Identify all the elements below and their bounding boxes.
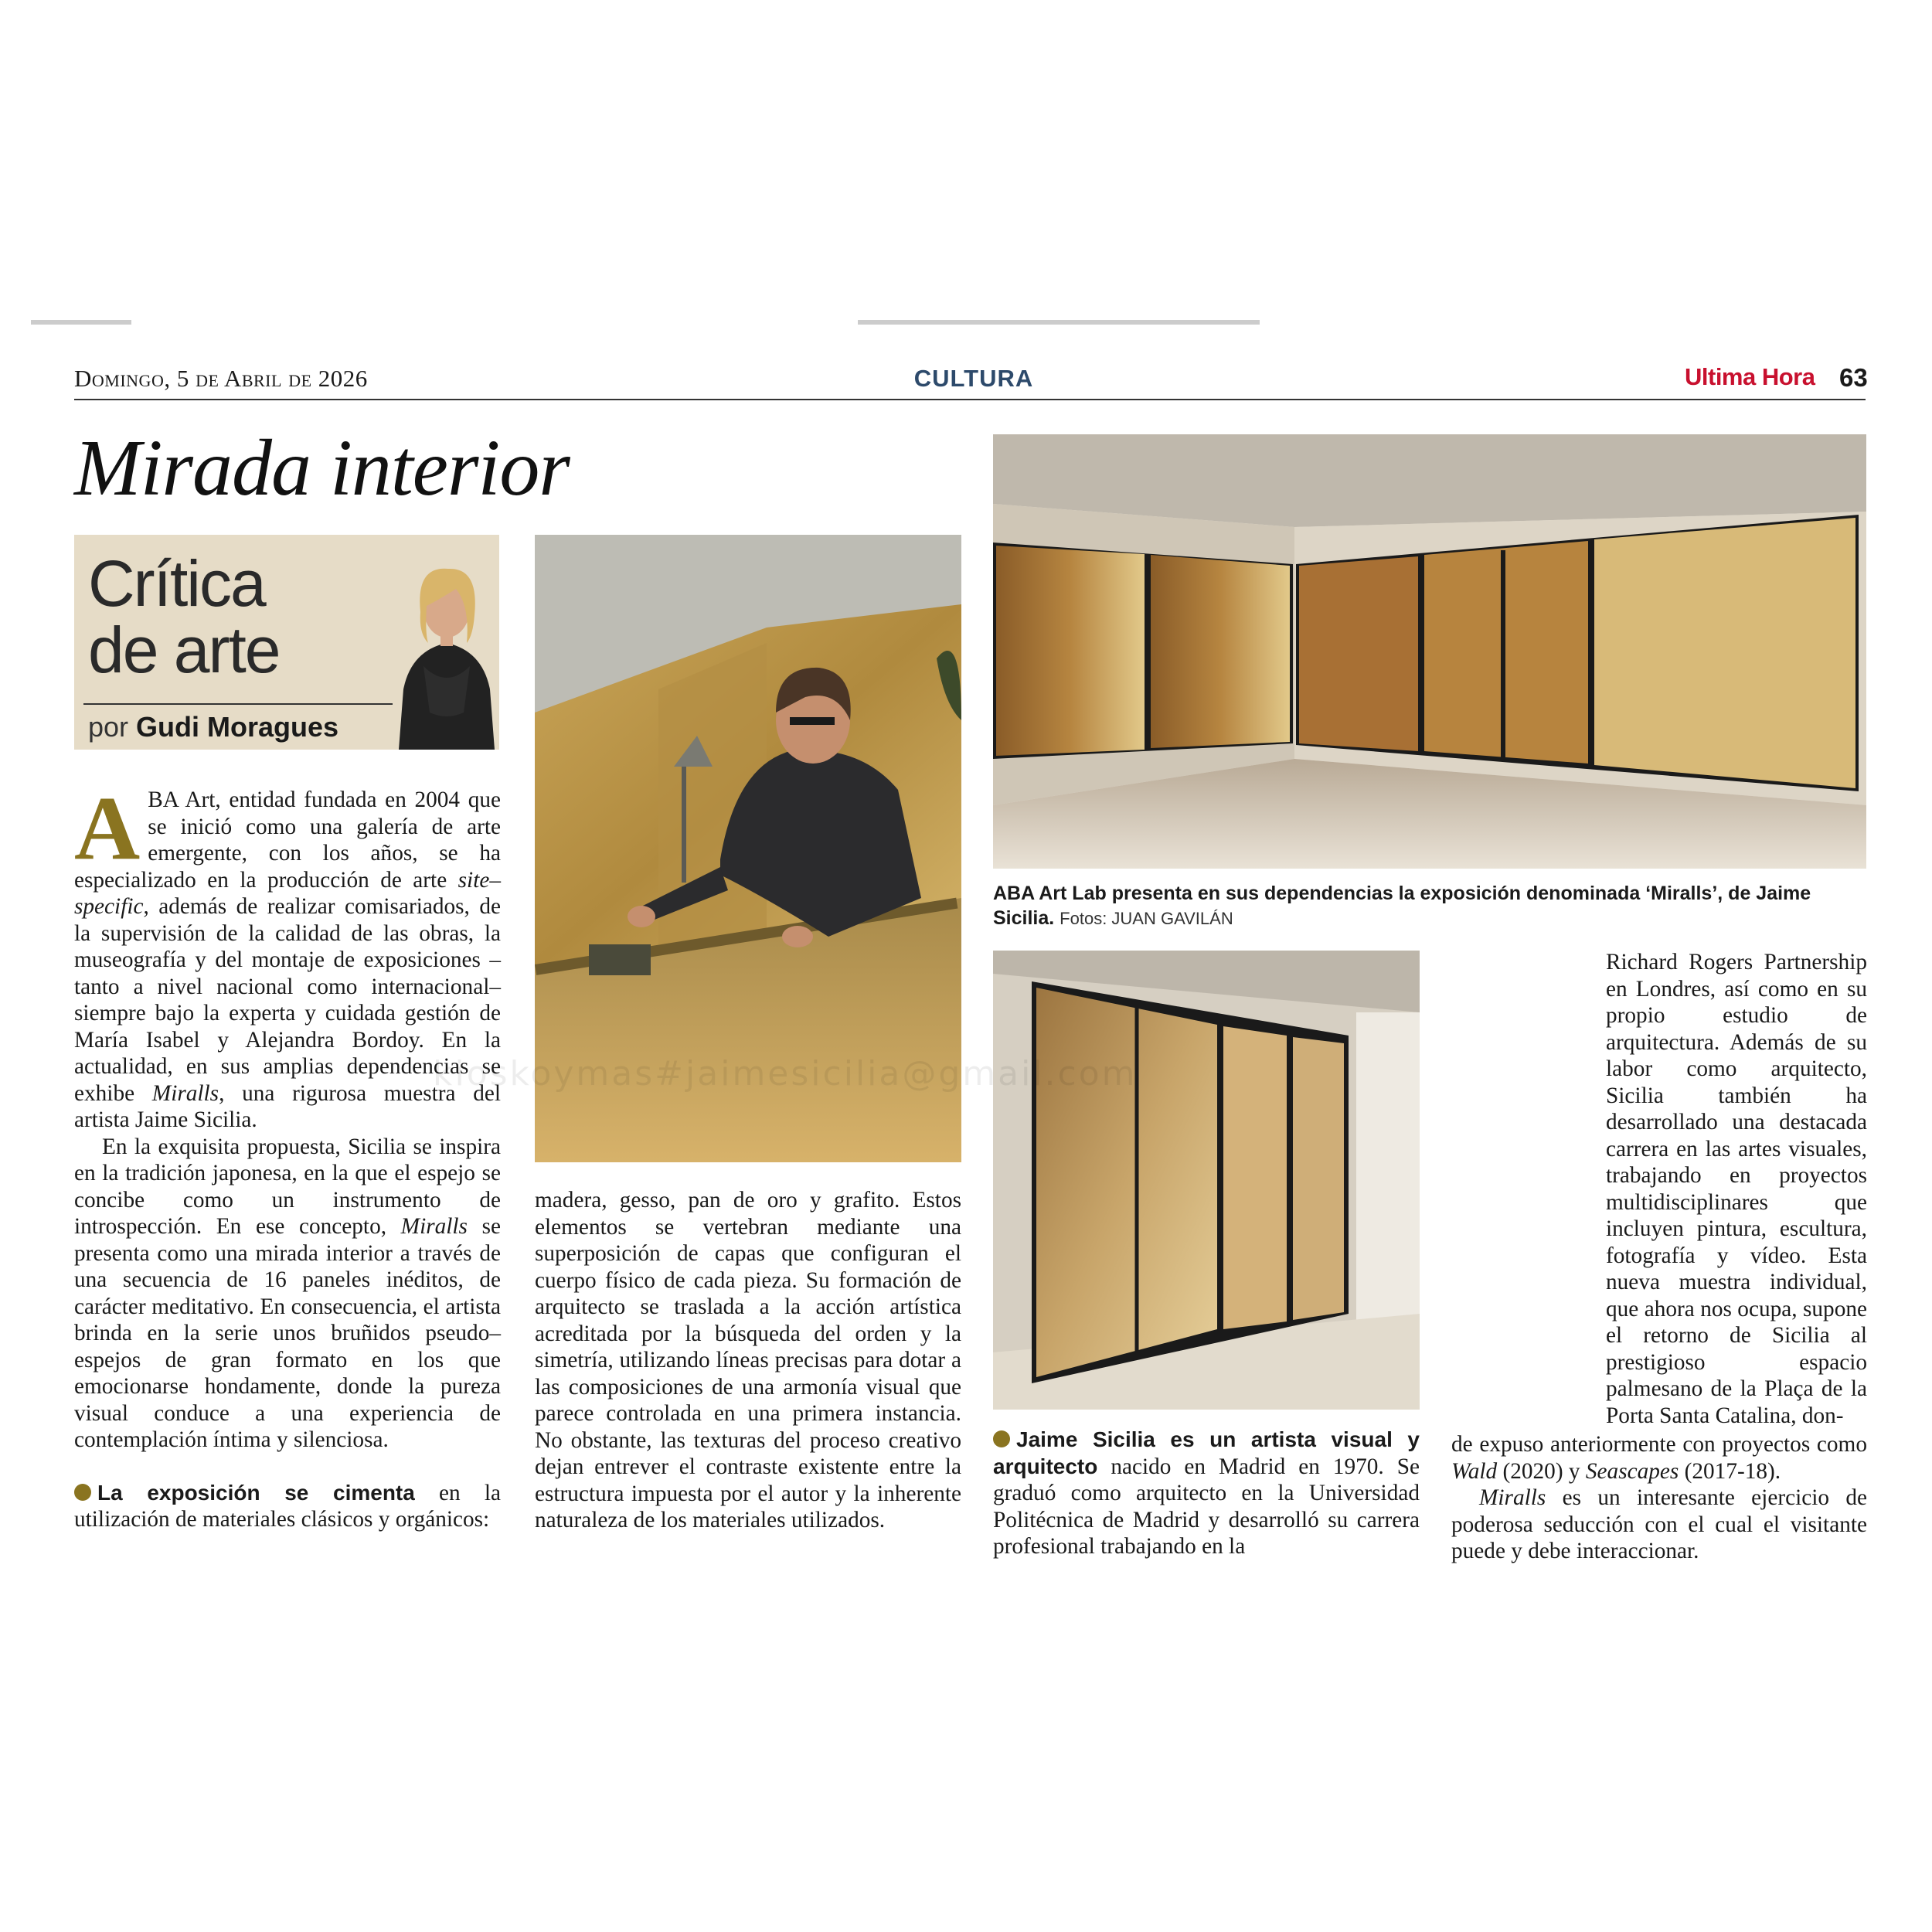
photo-gallery-panels <box>993 951 1420 1410</box>
p3-lead: La exposición se cimenta <box>97 1480 415 1505</box>
article-column-1 <box>74 777 501 1533</box>
byline-por: por <box>88 711 129 743</box>
p1c-text: , una rigurosa muestra del artista Jaime Sicilia. <box>74 1080 501 1132</box>
col4-seascapes: Seascapes <box>1585 1458 1679 1484</box>
header-rule <box>74 399 1866 400</box>
column-4-top-text: Richard Rogers Partnership en Londres, así como en su propio estudio de arquitectura. Además de su labor como arquitecto, Sicilia también ha desarrollado una destacada carrera en las artes visuales, trabajando en proyectos multidisciplinares que incluyen pintura, escultura, fotografía y vídeo. Esta nueva muestra individual, que ahora nos ocupa, supone el retorno de Sicilia al prestigioso espacio palmesano de la Plaça de la Porta Santa Catalina, don- <box>1606 950 1867 1428</box>
photo-caption <box>993 881 1865 931</box>
column-3-text <box>993 1427 1420 1560</box>
p2b-text: se presenta como una mirada interior a través de una secuencia de 16 paneles inéditos, de carácter meditativo. En consecuencia, el artista brinda en la serie unos bruñidos pseudo– espejos de gran formato en los que emocionarse hondamente, donde la pureza visual conduce a una experiencia de contemplación íntima y silenciosa. <box>74 1214 501 1452</box>
critic-byline <box>88 711 338 743</box>
bullet-icon <box>74 1484 91 1501</box>
author-portrait <box>393 535 499 750</box>
watermark: kioskoymas#jaimesicilia@gmail.com <box>433 1054 1138 1094</box>
critic-label <box>88 547 280 686</box>
column-4-bottom-text <box>1451 1431 1867 1485</box>
issue-date: Domingo, 5 de Abril de 2026 <box>74 365 368 392</box>
photo-credit: Fotos: JUAN GAVILÁN <box>1060 909 1233 928</box>
critic-box <box>74 535 499 750</box>
critic-label-line1: Crítica <box>88 547 265 620</box>
article-column-3 <box>993 1427 1420 1560</box>
p1-text: BA Art, entidad fundada en 2004 que se inició como una galería de arte emergente, con los años, se ha especializado en la producción de arte <box>74 787 501 893</box>
col4-bottom-a: de expuso anteriormente con proyectos como <box>1451 1432 1867 1457</box>
paragraph-2 <box>74 1134 501 1454</box>
p3-text: en la utilización de materiales clásicos y orgánicos: <box>74 1480 501 1532</box>
article-column-4-top <box>1606 949 1867 1429</box>
author-name: Gudi Moragues <box>136 711 339 743</box>
article-column-2 <box>535 1187 961 1534</box>
p1-italic2: Miralls <box>151 1080 219 1106</box>
column-4-final <box>1451 1485 1867 1565</box>
critic-divider <box>83 703 408 705</box>
page-number: 63 <box>1839 363 1868 392</box>
photo-gallery-corner <box>993 434 1866 869</box>
article-column-4-bottom <box>1451 1431 1867 1565</box>
newspaper-brand: Ultima Hora <box>1685 363 1815 390</box>
caption-text: ABA Art Lab presenta en sus dependencias la exposición denominada ‘Miralls’, de Jaime Sicilia. <box>993 883 1811 929</box>
paragraph-3 <box>74 1480 501 1533</box>
col4-final-text: es un interesante ejercicio de poderosa seducción con el cual el visitante puede y debe interaccionar. <box>1451 1485 1867 1563</box>
p2a-text: En la exquisita propuesta, Sicilia se inspira en la tradición japonesa, en la que el espejo se concibe como un instrumento de introspección. En ese concepto, <box>74 1134 501 1239</box>
dropcap: A <box>74 777 141 879</box>
col4-bottom-c: (2017-18). <box>1679 1458 1781 1484</box>
header-scrap-center <box>858 320 1260 325</box>
p1b-text: , además de realizar comisariados, de la supervisión de la calidad de las obras, la museografía y del montaje de exposiciones –tanto a nivel nacional como internacional– siempre bajo la experta y cuidada gestión de María Isabel y Alejandra Bordoy. En la actualidad, en sus amplias dependencias se exhibe <box>74 894 501 1106</box>
section-name: CULTURA <box>913 365 1034 392</box>
col4-wald: Wald <box>1451 1458 1498 1484</box>
bullet-icon <box>993 1430 1010 1447</box>
header-scrap-left <box>31 320 131 325</box>
critic-label-line2: de arte <box>88 614 280 686</box>
col4-bottom-b: (2020) y <box>1497 1458 1586 1484</box>
col3-body: nacido en Madrid en 1970. Se graduó como arquitecto en la Universidad Politécnica de Madrid y desarrolló su carrera profesional trabajando en la <box>993 1454 1420 1559</box>
column-2-text: madera, gesso, pan de oro y grafito. Estos elementos se vertebran mediante una superposición de capas que configuran el cuerpo físico de cada pieza. Su formación de arquitecto se traslada a la acción artística acreditada por la búsqueda del orden y la simetría, utilizando líneas precisas para dotar a las composiciones de una armonía visual que parece controlada en una primera instancia. No obstante, las texturas del proceso creativo dejan entrever el contraste existente entre la estructura impuesta por el autor y la inherente naturaleza de los materiales utilizados. <box>535 1188 961 1532</box>
article-title: Mirada interior <box>74 423 570 512</box>
col4-final-italic: Miralls <box>1479 1485 1546 1510</box>
p1-italic: site–specific <box>74 867 501 919</box>
col3-lead: Jaime Sicilia es un artista visual y arquitecto <box>993 1427 1420 1478</box>
p2-italic: Miralls <box>400 1214 468 1239</box>
